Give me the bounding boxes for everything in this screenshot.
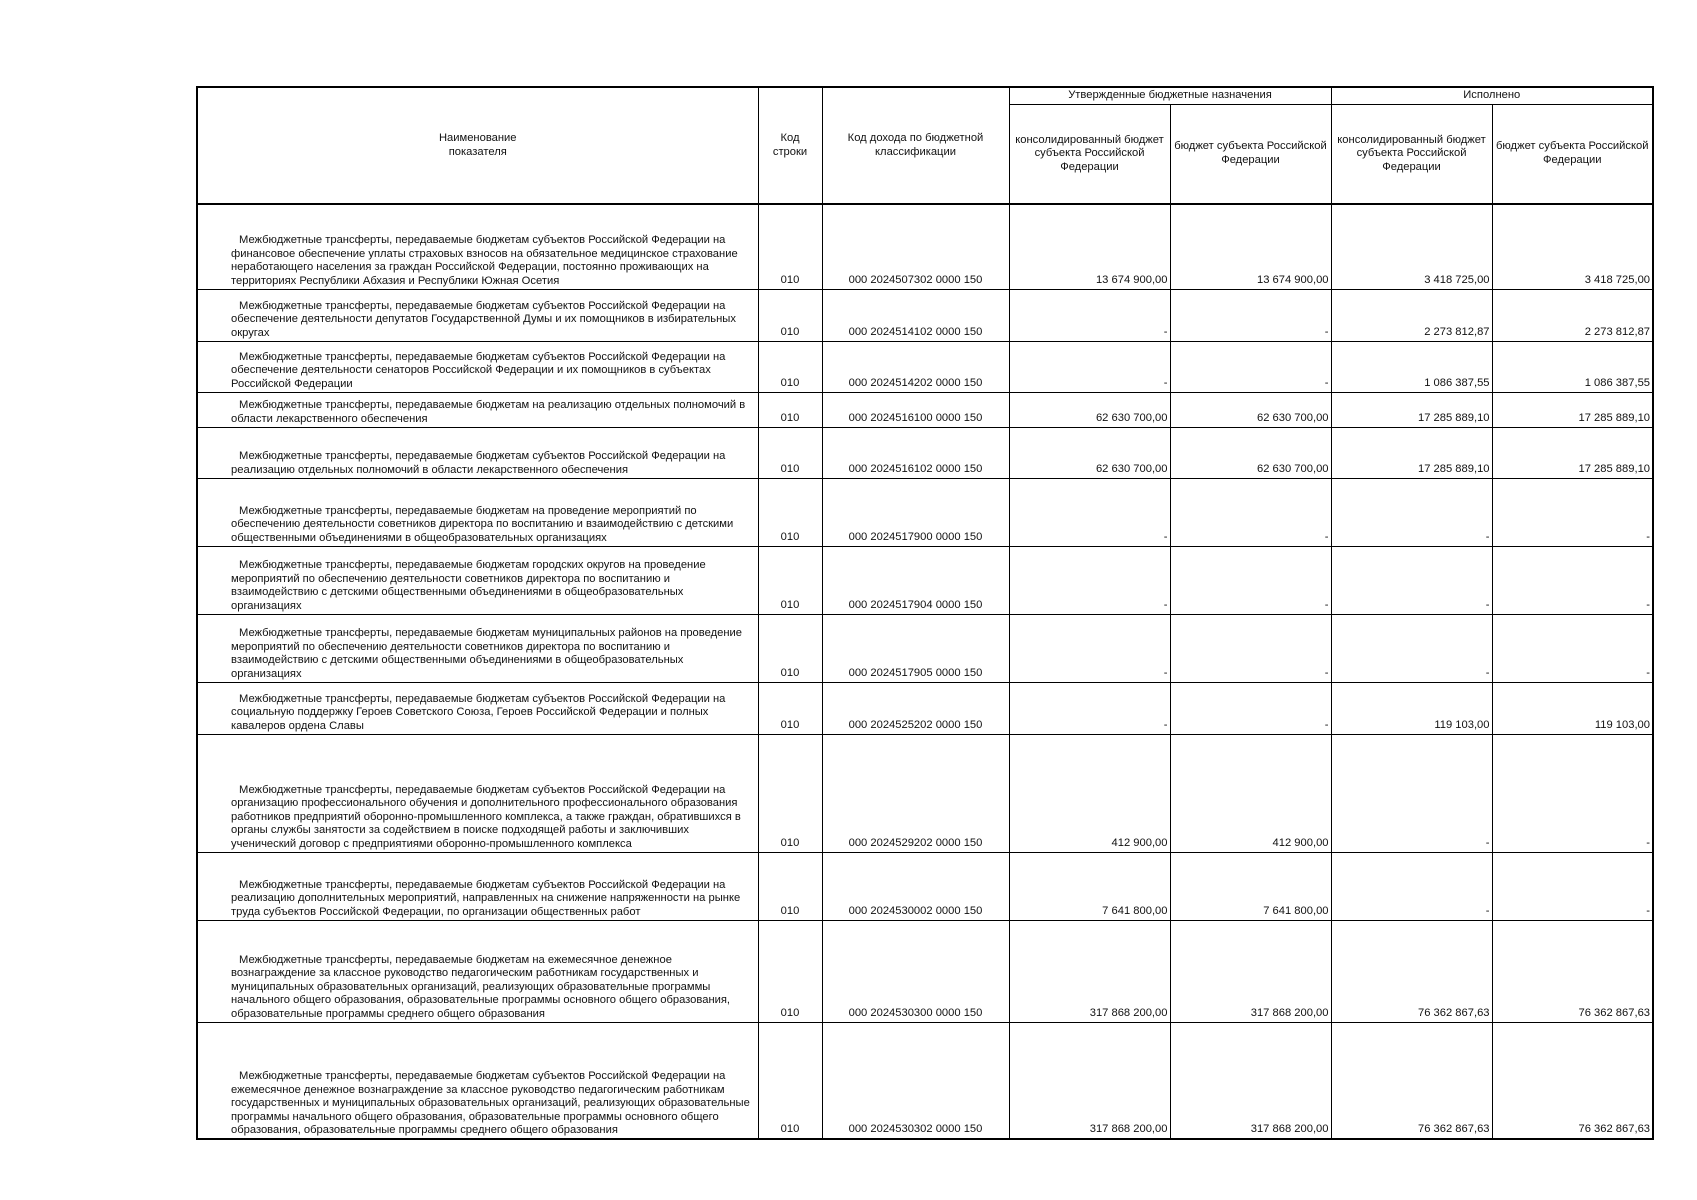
budget-table (196, 86, 1654, 1140)
row-code: 010 (758, 682, 822, 734)
row-executed-consolidated: 2 273 812,87 (1331, 289, 1492, 341)
row-approved-consolidated: 412 900,00 (1009, 734, 1170, 852)
row-executed-consolidated: - (1331, 734, 1492, 852)
row-kbk: 000 2024507302 0000 150 (822, 204, 1009, 289)
row-kbk: 000 2024529202 0000 150 (822, 734, 1009, 852)
table-header (197, 87, 1653, 204)
row-approved-consolidated: - (1009, 546, 1170, 614)
row-executed-subject: - (1492, 478, 1653, 546)
row-approved-consolidated: - (1009, 341, 1170, 392)
row-executed-subject: 76 362 867,63 (1492, 920, 1653, 1022)
table-row (197, 427, 1653, 478)
row-name: Межбюджетные трансферты, передаваемые бюджетам субъектов Российской Федерации на социальную поддержку Героев Советского Союза, Героев Российской Федерации и полных кавалеров ордена Славы (197, 682, 758, 734)
row-kbk: 000 2024514102 0000 150 (822, 289, 1009, 341)
row-executed-subject: 1 086 387,55 (1492, 341, 1653, 392)
row-executed-subject: - (1492, 614, 1653, 682)
row-code: 010 (758, 341, 822, 392)
row-code: 010 (758, 204, 822, 289)
row-approved-consolidated: 317 868 200,00 (1009, 920, 1170, 1022)
header-kbk: Код дохода по бюджетной классификации (822, 87, 1009, 204)
row-code: 010 (758, 614, 822, 682)
row-approved-consolidated: 62 630 700,00 (1009, 427, 1170, 478)
row-kbk: 000 2024530302 0000 150 (822, 1022, 1009, 1139)
row-executed-consolidated: 119 103,00 (1331, 682, 1492, 734)
row-approved-subject: 317 868 200,00 (1170, 1022, 1331, 1139)
table-row (197, 920, 1653, 1022)
row-approved-consolidated: 62 630 700,00 (1009, 392, 1170, 427)
row-kbk: 000 2024516102 0000 150 (822, 427, 1009, 478)
row-kbk: 000 2024517900 0000 150 (822, 478, 1009, 546)
row-kbk: 000 2024517905 0000 150 (822, 614, 1009, 682)
row-approved-subject: 13 674 900,00 (1170, 204, 1331, 289)
row-approved-subject: 412 900,00 (1170, 734, 1331, 852)
row-executed-subject: - (1492, 734, 1653, 852)
row-name: Межбюджетные трансферты, передаваемые бюджетам субъектов Российской Федерации на реализацию отдельных полномочий в области лекарственного обеспечения (197, 427, 758, 478)
row-executed-subject: 119 103,00 (1492, 682, 1653, 734)
table-body (197, 204, 1653, 1139)
row-kbk: 000 2024530002 0000 150 (822, 852, 1009, 920)
row-approved-consolidated: - (1009, 682, 1170, 734)
row-executed-consolidated: - (1331, 852, 1492, 920)
table-row (197, 392, 1653, 427)
row-name: Межбюджетные трансферты, передаваемые бюджетам субъектов Российской Федерации на реализацию дополнительных мероприятий, направленных на снижение напряженности на рынке труда субъектов Российской Федерации, по организации общественных работ (197, 852, 758, 920)
row-kbk: 000 2024517904 0000 150 (822, 546, 1009, 614)
row-code: 010 (758, 920, 822, 1022)
row-kbk: 000 2024525202 0000 150 (822, 682, 1009, 734)
row-name: Межбюджетные трансферты, передаваемые бюджетам на проведение мероприятий по обеспечению деятельности советников директора по воспитанию и взаимодействию с детскими общественными объединениями в общеобразовательных организациях (197, 478, 758, 546)
row-approved-consolidated: 13 674 900,00 (1009, 204, 1170, 289)
row-approved-consolidated: 7 641 800,00 (1009, 852, 1170, 920)
row-executed-consolidated: - (1331, 478, 1492, 546)
table-row (197, 1022, 1653, 1139)
header-executed-subject: бюджет субъекта Российской Федерации (1492, 105, 1653, 205)
row-approved-consolidated: - (1009, 614, 1170, 682)
row-kbk: 000 2024530300 0000 150 (822, 920, 1009, 1022)
row-approved-consolidated: 317 868 200,00 (1009, 1022, 1170, 1139)
header-executed-consolidated: консолидированный бюджет субъекта Российской Федерации (1331, 105, 1492, 205)
header-code: Код строки (758, 87, 822, 204)
row-executed-consolidated: 76 362 867,63 (1331, 1022, 1492, 1139)
row-executed-consolidated: 17 285 889,10 (1331, 392, 1492, 427)
row-code: 010 (758, 478, 822, 546)
header-executed-group: Исполнено (1331, 87, 1653, 105)
row-name: Межбюджетные трансферты, передаваемые бюджетам субъектов Российской Федерации на обеспечение деятельности сенаторов Российской Федерации и их помощников в субъектах Российской Федерации (197, 341, 758, 392)
table-row (197, 852, 1653, 920)
row-approved-subject: - (1170, 478, 1331, 546)
row-code: 010 (758, 734, 822, 852)
row-approved-subject: 62 630 700,00 (1170, 392, 1331, 427)
row-code: 010 (758, 289, 822, 341)
header-approved-group: Утвержденные бюджетные назначения (1009, 87, 1331, 105)
row-name: Межбюджетные трансферты, передаваемые бюджетам субъектов Российской Федерации на обеспечение деятельности депутатов Государственной Думы и их помощников в избирательных округах (197, 289, 758, 341)
row-approved-subject: - (1170, 614, 1331, 682)
header-name: Наименование показателя (197, 87, 758, 204)
row-name: Межбюджетные трансферты, передаваемые бюджетам на реализацию отдельных полномочий в области лекарственного обеспечения (197, 392, 758, 427)
row-executed-consolidated: 1 086 387,55 (1331, 341, 1492, 392)
row-code: 010 (758, 1022, 822, 1139)
row-approved-consolidated: - (1009, 478, 1170, 546)
row-executed-consolidated: 76 362 867,63 (1331, 920, 1492, 1022)
row-code: 010 (758, 427, 822, 478)
row-name: Межбюджетные трансферты, передаваемые бюджетам на ежемесячное денежное вознаграждение за классное руководство педагогическим работникам государственных и муниципальных образовательных организаций, реализующих образовательные программы начального общего образования, образовательные программы основного общего образования, образовательные программы среднего общего образования (197, 920, 758, 1022)
row-approved-subject: - (1170, 341, 1331, 392)
row-approved-subject: - (1170, 682, 1331, 734)
table-row (197, 614, 1653, 682)
row-approved-subject: 7 641 800,00 (1170, 852, 1331, 920)
row-name: Межбюджетные трансферты, передаваемые бюджетам городских округов на проведение мероприятий по обеспечению деятельности советников директора по воспитанию и взаимодействию с детскими общественными объединениями в общеобразовательных организациях (197, 546, 758, 614)
row-kbk: 000 2024514202 0000 150 (822, 341, 1009, 392)
row-executed-subject: 76 362 867,63 (1492, 1022, 1653, 1139)
row-approved-subject: - (1170, 546, 1331, 614)
row-executed-subject: 3 418 725,00 (1492, 204, 1653, 289)
row-approved-subject: - (1170, 289, 1331, 341)
row-executed-subject: 2 273 812,87 (1492, 289, 1653, 341)
row-name: Межбюджетные трансферты, передаваемые бюджетам субъектов Российской Федерации на организацию профессионального обучения и дополнительного профессионального образования работников предприятий оборонно-промышленного комплекса, а также граждан, обратившихся в органы службы занятости за содействием в поиске подходящей работы и заключивших ученический договор с предприятиями оборонно-промышленного комплекса (197, 734, 758, 852)
row-approved-subject: 317 868 200,00 (1170, 920, 1331, 1022)
row-approved-consolidated: - (1009, 289, 1170, 341)
row-name: Межбюджетные трансферты, передаваемые бюджетам муниципальных районов на проведение мероприятий по обеспечению деятельности советников директора по воспитанию и взаимодействию с детскими общественными объединениями в общеобразовательных организациях (197, 614, 758, 682)
row-code: 010 (758, 392, 822, 427)
row-code: 010 (758, 546, 822, 614)
row-name: Межбюджетные трансферты, передаваемые бюджетам субъектов Российской Федерации на финансовое обеспечение уплаты страховых взносов на обязательное медицинское страхование неработающего населения за граждан Российской Федерации, постоянно проживающих на территориях Республики Абхазия и Республики Южная Осетия (197, 204, 758, 289)
row-approved-subject: 62 630 700,00 (1170, 427, 1331, 478)
table-row (197, 289, 1653, 341)
table-row (197, 341, 1653, 392)
header-approved-subject: бюджет субъекта Российской Федерации (1170, 105, 1331, 205)
row-kbk: 000 2024516100 0000 150 (822, 392, 1009, 427)
row-executed-subject: - (1492, 852, 1653, 920)
table-row (197, 734, 1653, 852)
header-approved-consolidated: консолидированный бюджет субъекта Российской Федерации (1009, 105, 1170, 205)
row-executed-consolidated: 17 285 889,10 (1331, 427, 1492, 478)
row-executed-consolidated: 3 418 725,00 (1331, 204, 1492, 289)
row-name: Межбюджетные трансферты, передаваемые бюджетам субъектов Российской Федерации на ежемесячное денежное вознаграждение за классное руководство педагогическим работникам государственных и муниципальных образовательных организаций, реализующих образовательные программы начального общего образования, образовательные программы основного общего образования, образовательные программы среднего общего образования (197, 1022, 758, 1139)
row-executed-consolidated: - (1331, 546, 1492, 614)
row-executed-subject: 17 285 889,10 (1492, 427, 1653, 478)
table-row (197, 546, 1653, 614)
row-executed-subject: - (1492, 546, 1653, 614)
table-row (197, 204, 1653, 289)
row-code: 010 (758, 852, 822, 920)
table-row (197, 478, 1653, 546)
table-row (197, 682, 1653, 734)
row-executed-subject: 17 285 889,10 (1492, 392, 1653, 427)
row-executed-consolidated: - (1331, 614, 1492, 682)
